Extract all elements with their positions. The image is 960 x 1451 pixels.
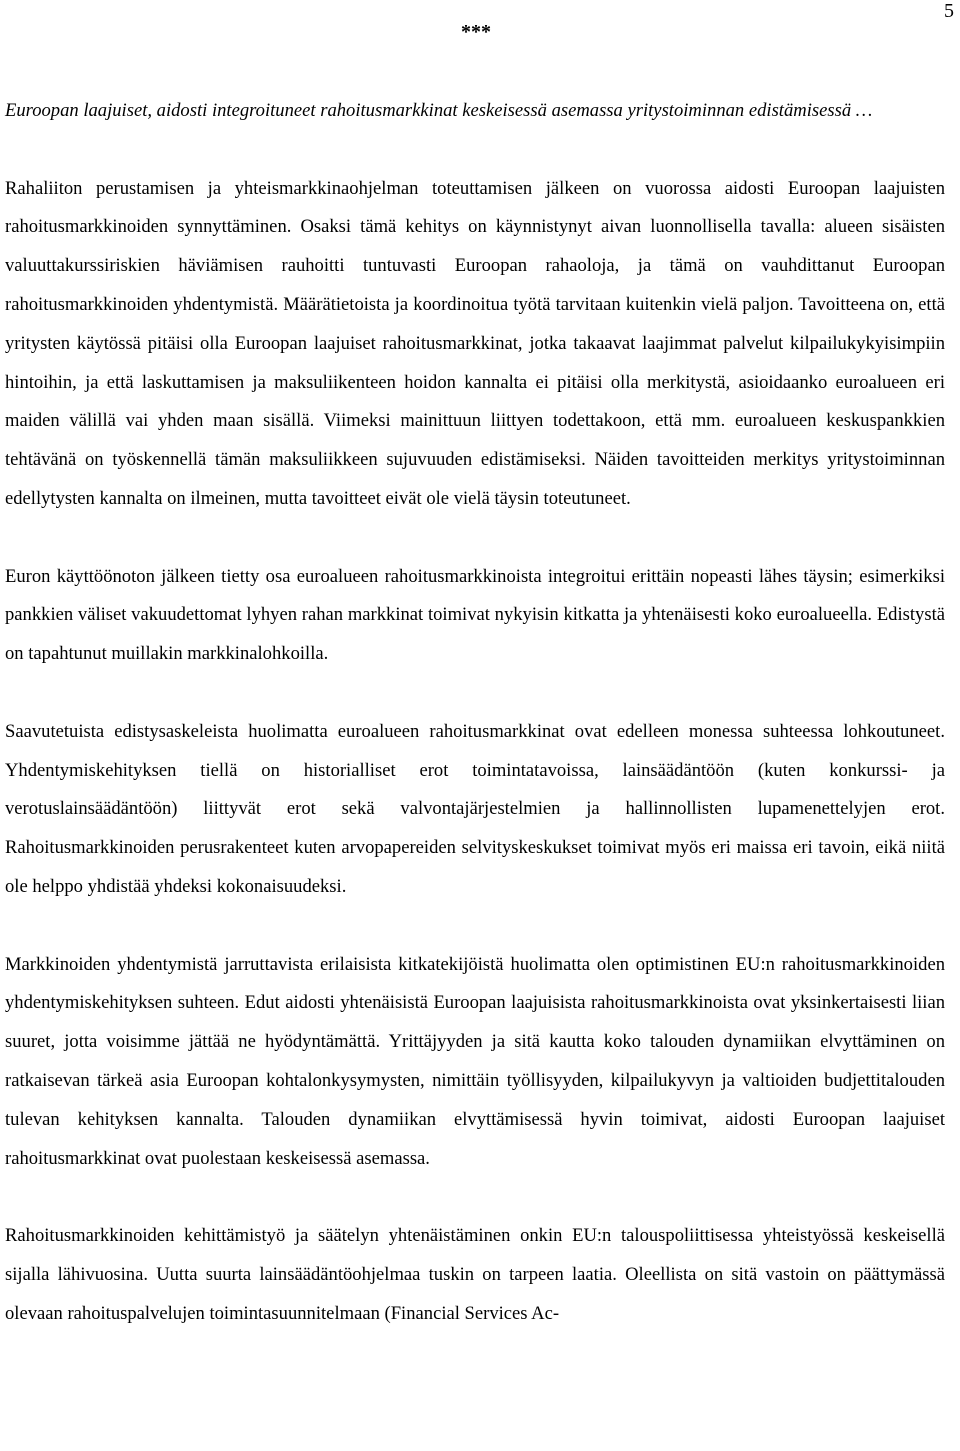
document-body [5,92,945,1334]
paragraph-1: Rahaliiton perustamisen ja yhteismarkkinaohjelman toteuttamisen jälkeen on vuorossa aidosti Euroopan laajuisten rahoitusmarkkinoiden synnyttäminen. Osaksi tämä kehitys on käynnistynyt aivan luonnollisella tavalla: alueen sisäisten valuuttakurssiriskien häviämisen rauhoitti tuntuvasti Euroopan rahaoloja, ja tämä on vauhdittanut Euroopan rahoitusmarkkinoiden yhdentymistä. Määrätietoista ja koordinoitua työtä tarvitaan kuitenkin vielä paljon. Tavoitteena on, että yritysten käytössä pitäisi olla Euroopan laajuiset rahoitusmarkkinat, jotka takaavat laajimmat palvelut kilpailukykyisimpiin hintoihin, ja että laskuttamisen ja maksuliikenteen hoidon kannalta ei pitäisi olla merkitystä, asioidaanko euroalueen eri maiden välillä vai yhden maan sisällä. Viimeksi mainittuun liittyen todettakoon, että mm. euroalueen keskuspankkien tehtävänä on työskennellä tämän maksuliikkeen sujuvuuden edistämiseksi. Näiden tavoitteiden merkitys yritystoiminnan edellytysten kannalta on ilmeinen, mutta tavoitteet eivät ole vielä täysin toteutuneet. [5,177,945,509]
paragraph-4: Markkinoiden yhdentymistä jarruttavista erilaisista kitkatekijöistä huolimatta olen optimistinen EU:n rahoitusmarkkinoiden yhdentymiskehityksen suhteen. Edut aidosti yhtenäisistä Euroopan laajuisista rahoitusmarkkinoista ovat yksinkertaisesti liian suuret, jotta voisimme jättää ne hyödyntämättä. Yrittäjyyden ja sitä kautta koko talouden dynamiikan elvyttäminen on ratkaisevan tärkeä asia Euroopan kohtalonkysymysten, nimittäin työllisyyden, kilpailukyvyn ja valtioiden budjettitalouden tulevan kehityksen kannalta. Talouden dynamiikan elvyttämisessä hyvin toimivat, aidosti Euroopan laajuiset rahoitusmarkkinat ovat puolestaan keskeisessä asemassa. [5,953,945,1169]
paragraph-2: Euron käyttöönoton jälkeen tietty osa euroalueen rahoitusmarkkinoista integroitui erittäin nopeasti lähes täysin; esimerkiksi pankkien väliset vakuudettomat lyhyen rahan markkinat toimivat nykyisin kitkatta ja yhtenäisesti koko euroalueella. Edistystä on tapahtunut muillakin markkinalohkoilla. [5,565,945,665]
paragraph-3: Saavutetuista edistysaskeleista huolimatta euroalueen rahoitusmarkkinat ovat edelleen monessa suhteessa lohkoutuneet. Yhdentymiskehityksen tiellä on historialliset erot toimintatavoissa, lainsäädäntöön (kuten konkurssi- ja verotuslainsäädäntöön) liittyvät erot sekä valvontajärjestelmien ja hallinnollisten lupamenettelyjen erot. Rahoitusmarkkinoiden perusrakenteet kuten arvopapereiden selvityskeskukset toimivat myös eri maissa eri tavoin, eikä niitä ole helppo yhdistää yhdeksi kokonaisuudeksi. [5,720,945,897]
intro-heading: Euroopan laajuiset, aidosti integroituneet rahoitusmarkkinat keskeisessä asemassa yritystoiminnan edistämisessä … [5,100,873,121]
paragraph-5: Rahoitusmarkkinoiden kehittämistyö ja säätelyn yhtenäistäminen onkin EU:n talouspoliittisessa yhteistyössä keskeisellä sijalla lähivuosina. Uutta suurta lainsäädäntöohjelmaa tuskin on tarpeen laatia. Oleellista on sitä vastoin on päättymässä olevaan rahoituspalvelujen toimintasuunnitelmaan (Financial Services Ac- [5,1225,945,1324]
page-number: 5 [944,0,954,22]
section-separator: *** [461,21,491,43]
